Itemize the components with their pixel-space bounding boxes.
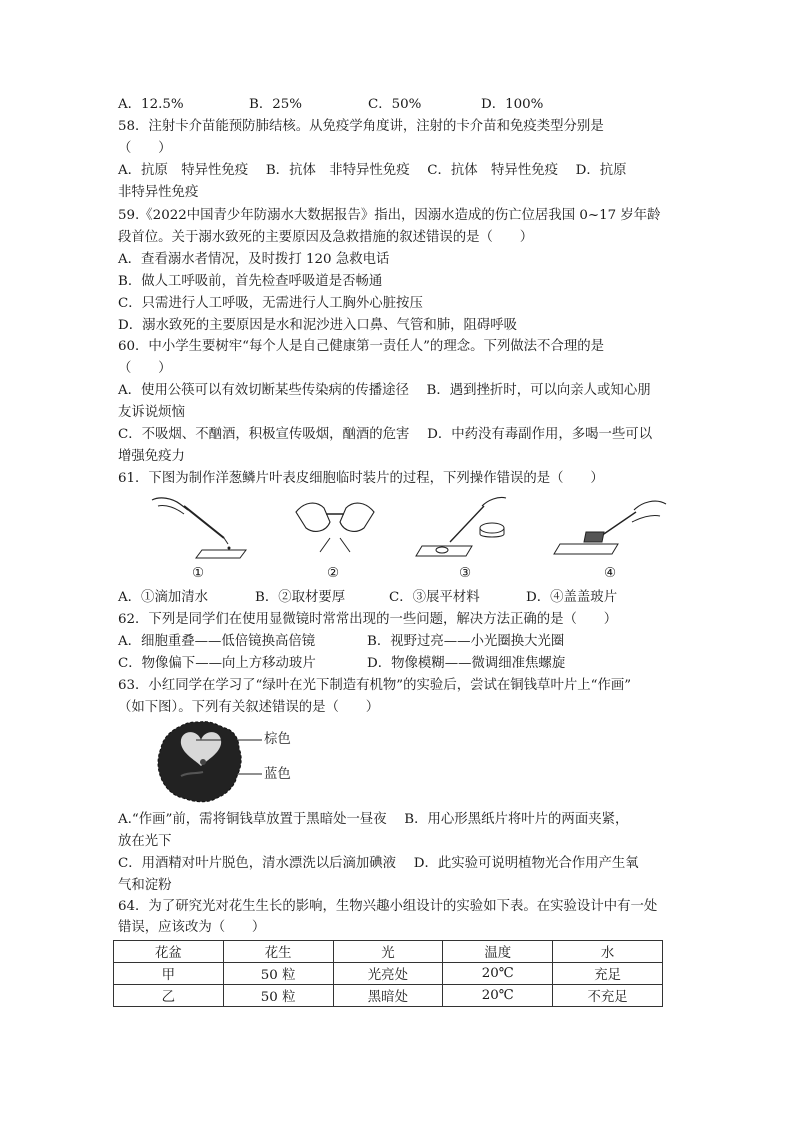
q60-options-ab: A．使用公筷可以有效切断某些传染病的传播途径 B．遇到挫折时，可以向亲人或知心朋: [118, 383, 651, 398]
q62-stem: 62．下列是同学们在使用显微镜时常常出现的一些问题，解决方法正确的是（ ）: [118, 612, 618, 627]
q60-options-ab-cont: 友诉说烦恼: [118, 405, 185, 420]
label-blue: 蓝色: [264, 767, 291, 782]
step2-take-material-figure: [290, 492, 380, 564]
table-row: [114, 985, 663, 1007]
step3-spread-material-figure: [412, 492, 522, 564]
table-cell: 乙: [114, 985, 224, 1007]
q59-option-c: C．只需进行人工呼吸，无需进行人工胸外心脏按压: [118, 296, 423, 311]
q59-option-a: A．查看溺水者情况，及时拨打 120 急救电话: [118, 252, 390, 267]
table-cell: 不充足: [553, 985, 663, 1007]
q63-options-ab-cont: 放在光下: [118, 834, 172, 849]
leaf-pointer-lines: [196, 730, 266, 780]
table-row: [114, 963, 663, 985]
q64-stem-line1: 64．为了研究光对花生生长的影响，生物兴趣小组设计的实验如下表。在实验设计中有一处: [118, 899, 658, 914]
q60-options-cd: C．不吸烟、不酗酒，积极宣传吸烟，酗酒的危害 D．中药没有毒副作用，多喝一些可以: [118, 427, 653, 442]
q59-stem-line1: 59.《2022中国青少年防溺水大数据报告》指出，因溺水造成的伤亡位居我国 0~17 岁年龄: [118, 208, 661, 223]
q59-option-d: D．溺水致死的主要原因是水和泥沙进入口鼻、气管和肺，阻碍呼吸: [118, 318, 518, 333]
table-cell: 甲: [114, 963, 224, 985]
q63-options-cd-cont: 气和淀粉: [118, 878, 172, 893]
q63-options-ab: A.“作画”前，需将铜钱草放置于黑暗处一昼夜 B．用心形黑纸片将叶片的两面夹紧，: [118, 812, 629, 827]
step-label-2: ②: [327, 566, 340, 581]
q58-stem-line1: 58．注射卡介苗能预防肺结核。从免疫学角度讲，注射的卡介苗和免疫类型分别是: [118, 119, 604, 134]
header-cell: 温度: [443, 941, 553, 963]
q60-stem-line2: （ ）: [118, 361, 172, 376]
q62-option-c: C．物像偏下——向上方移动玻片: [118, 656, 316, 671]
header-cell: 水: [553, 941, 663, 963]
table-cell: 光亮处: [333, 963, 443, 985]
q62-option-d: D．物像模糊——微调细准焦螺旋: [367, 656, 566, 671]
q58-options: A．抗原 特异性免疫 B．抗体 非特异性免疫 C．抗体 特异性免疫 D．抗原: [118, 163, 627, 178]
q58-stem-line2: （ ）: [118, 141, 172, 156]
q61-stem: 61．下图为制作洋葱鳞片叶表皮细胞临时装片的过程，下列操作错误的是（ ）: [118, 471, 604, 486]
q61-option-a: A．①滴加清水: [118, 590, 209, 605]
step1-drip-water-figure: [140, 492, 250, 564]
q63-options-cd: C．用酒精对叶片脱色，清水漂洗以后滴加碘液 D．此实验可说明植物光合作用产生氧: [118, 856, 639, 871]
table-cell: 黑暗处: [333, 985, 443, 1007]
label-brown: 棕色: [264, 732, 291, 747]
q57-option-b: B．25%: [249, 97, 302, 112]
step-label-1: ①: [192, 566, 205, 581]
step-label-4: ④: [604, 566, 617, 581]
q59-option-b: B．做人工呼吸前，首先检查呼吸道是否畅通: [118, 274, 383, 289]
q57-option-d: D．100%: [481, 97, 544, 112]
q57-option-c: C．50%: [368, 97, 422, 112]
q58-options-cont: 非特异性免疫: [118, 185, 199, 200]
q62-option-a: A．细胞重叠——低倍镜换高倍镜: [118, 634, 316, 649]
q60-options-cd-cont: 增强免疫力: [118, 449, 185, 464]
header-cell: 花盆: [114, 941, 224, 963]
q63-stem-line2: （如下图）。下列有关叙述错误的是（ ）: [118, 700, 380, 715]
header-cell: 光: [333, 941, 443, 963]
step-label-3: ③: [459, 566, 472, 581]
q62-option-b: B．视野过亮——小光圈换大光圈: [367, 634, 565, 649]
table-cell: 20℃: [443, 963, 553, 985]
q57-option-a: A．12.5%: [118, 97, 184, 112]
table-cell: 充足: [553, 963, 663, 985]
table-header-row: [114, 941, 663, 963]
q64-stem-line2: 错误，应该改为（ ）: [118, 920, 266, 935]
header-cell: 花生: [223, 941, 333, 963]
table-cell: 50 粒: [223, 985, 333, 1007]
q61-option-d: D．④盖盖玻片: [526, 590, 618, 605]
q60-stem-line1: 60．中小学生要树牢“每个人是自己健康第一责任人”的理念。下列做法不合理的是: [118, 339, 605, 354]
experiment-table: [113, 940, 663, 1007]
step4-cover-slip-figure: [552, 492, 672, 564]
q63-stem-line1: 63．小红同学在学习了“绿叶在光下制造有机物”的实验后，尝试在铜钱草叶片上“作画”: [118, 678, 632, 693]
q61-option-b: B．②取材要厚: [255, 590, 346, 605]
table-cell: 50 粒: [223, 963, 333, 985]
table-cell: 20℃: [443, 985, 553, 1007]
q59-stem-line2: 段首位。关于溺水致死的主要原因及急救措施的叙述错误的是（ ）: [118, 230, 534, 245]
q61-option-c: C．③展平材料: [389, 590, 480, 605]
